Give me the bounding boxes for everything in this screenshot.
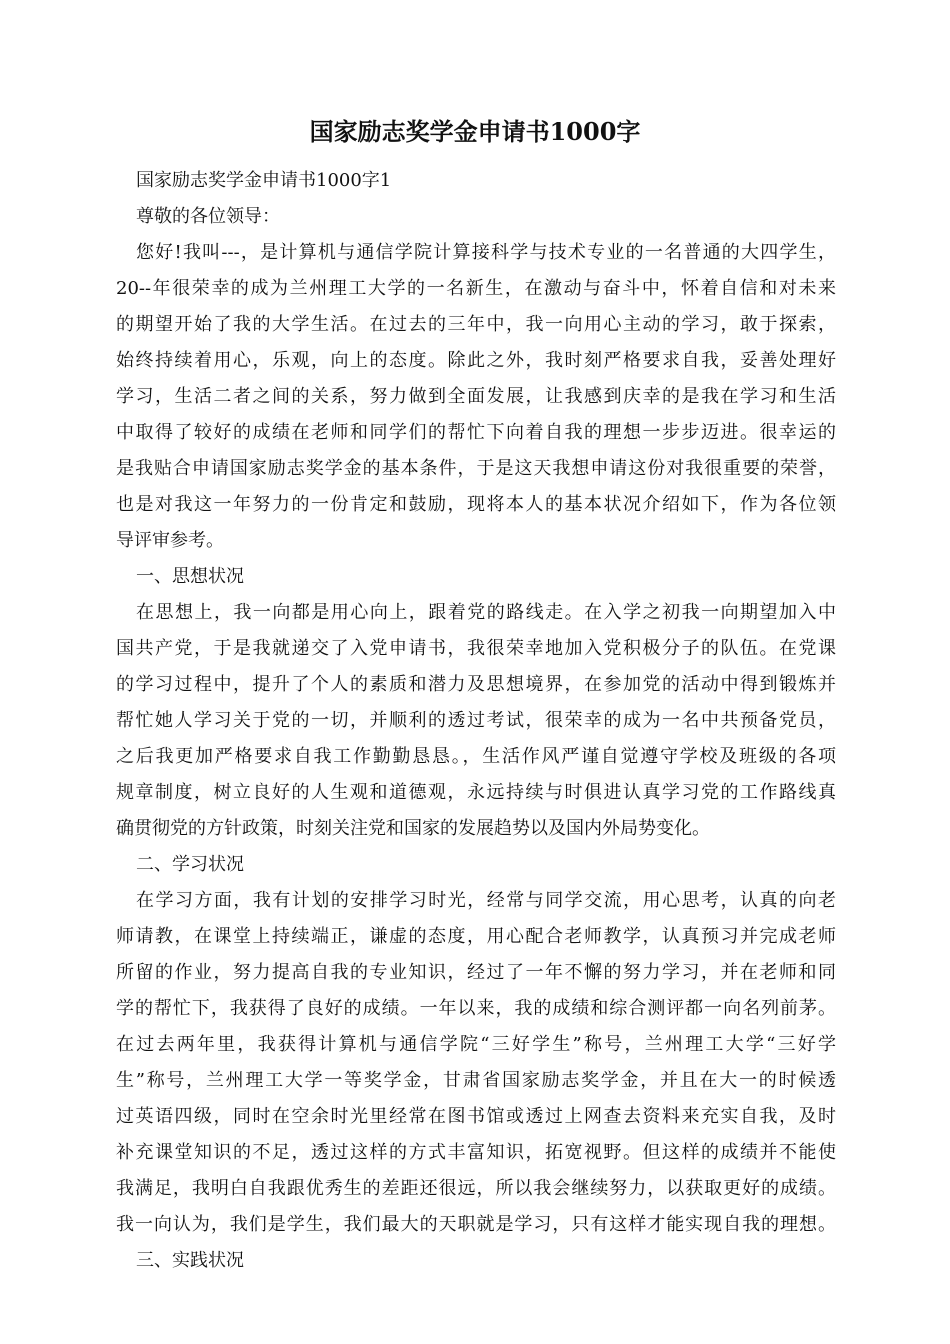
paragraph-line: 在过去两年里，我获得计算机与通信学院“三好学生”称号，兰州理工大学“三好学	[116, 1034, 836, 1055]
paragraph-line: 学习，生活二者之间的关系，努力做到全面发展，让我感到庆幸的是我在学习和生活	[116, 386, 836, 407]
paragraph-line: 生”称号，兰州理工大学一等奖学金，甘肃省国家励志奖学金，并且在大一的时候透	[116, 1070, 836, 1091]
paragraph-line: 的学习过程中，提升了个人的素质和潜力及思想境界，在参加党的活动中得到锻炼并	[116, 674, 836, 695]
document-title: 国家励志奖学金申请书1000字	[309, 117, 641, 146]
paragraph-line: 的期望开始了我的大学生活。在过去的三年中，我一向用心主动的学习，敢于探索，	[116, 314, 836, 335]
paragraph-line: 中取得了较好的成绩在老师和同学们的帮忙下向着自我的理想一步步迈进。很幸运的	[116, 422, 836, 443]
paragraph-line: 师请教，在课堂上持续端正，谦虚的态度，用心配合老师教学，认真预习并完成老师	[116, 926, 836, 947]
paragraph-line: 帮忙她人学习关于党的一切，并顺利的透过考试，很荣幸的成为一名中共预备党员，	[116, 710, 836, 731]
paragraph-line: 导评审参考。	[116, 530, 224, 551]
paragraph-line: 所留的作业，努力提高自我的专业知识，经过了一年不懈的努力学习，并在老师和同	[116, 962, 836, 983]
paragraph-line: 是我贴合申请国家励志奖学金的基本条件，于是这天我想申请这份对我很重要的荣誉，	[116, 458, 836, 479]
paragraph-line: 始终持续着用心，乐观，向上的态度。除此之外，我时刻严格要求自我，妥善处理好	[116, 350, 836, 371]
paragraph-line: 在思想上，我一向都是用心向上，跟着党的路线走。在入学之初我一向期望加入中	[136, 602, 836, 623]
paragraph-line: 您好!我叫---，是计算机与通信学院计算接科学与技术专业的一名普通的大四学生，	[136, 242, 836, 263]
paragraph-line: 也是对我这一年努力的一份肯定和鼓励，现将本人的基本状况介绍如下，作为各位领	[116, 494, 836, 515]
document-body	[116, 163, 836, 1279]
paragraph-line: 我一向认为，我们是学生，我们最大的天职就是学习，只有这样才能实现自我的理想。	[116, 1214, 836, 1235]
paragraph-line: 我满足，我明白自我跟优秀生的差距还很远，所以我会继续努力，以获取更好的成绩。	[116, 1178, 836, 1199]
paragraph-line: 国共产党，于是我就递交了入党申请书，我很荣幸地加入党积极分子的队伍。在党课	[116, 638, 836, 659]
paragraph-line: 确贯彻党的方针政策，时刻关注党和国家的发展趋势以及国内外局势变化。	[116, 818, 710, 839]
paragraph-line: 过英语四级，同时在空余时光里经常在图书馆或透过上网查去资料来充实自我，及时	[116, 1106, 836, 1127]
paragraph-line: 一、思想状况	[136, 566, 244, 587]
paragraph-line: 之后我更加严格要求自我工作勤勤恳恳。，生活作风严谨自觉遵守学校及班级的各项	[116, 746, 836, 767]
paragraph-line: 三、实践状况	[136, 1250, 244, 1271]
paragraph-line: 二、学习状况	[136, 854, 244, 875]
paragraph-line: 学的帮忙下，我获得了良好的成绩。一年以来，我的成绩和综合测评都一向名列前茅。	[116, 998, 836, 1019]
paragraph-line: 20--年很荣幸的成为兰州理工大学的一名新生，在激动与奋斗中，怀着自信和对未来	[116, 278, 836, 299]
paragraph-line: 规章制度，树立良好的人生观和道德观，永远持续与时俱进认真学习党的工作路线真	[116, 782, 836, 803]
paragraph-line: 尊敬的各位领导：	[136, 206, 280, 227]
paragraph-line: 在学习方面，我有计划的安排学习时光，经常与同学交流，用心思考，认真的向老	[136, 890, 836, 911]
paragraph-line: 补充课堂知识的不足，透过这样的方式丰富知识，拓宽视野。但这样的成绩并不能使	[116, 1142, 836, 1163]
paragraph-line: 国家励志奖学金申请书1000字1	[136, 170, 392, 191]
